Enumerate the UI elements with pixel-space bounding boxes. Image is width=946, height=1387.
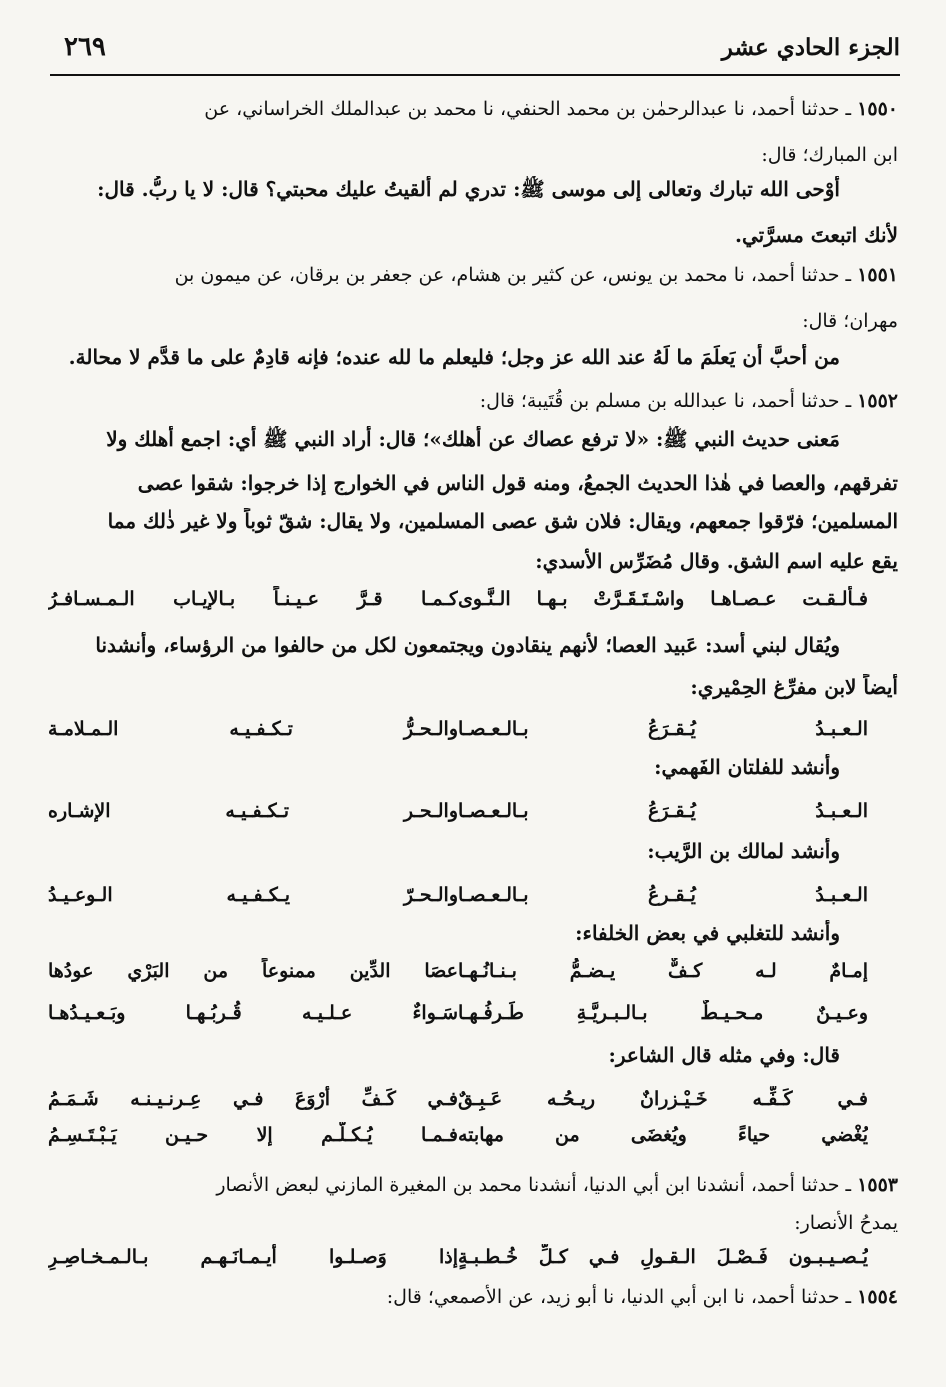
text-line xyxy=(48,1210,898,1238)
line-text: لأنك اتبعتَ مسرَّتي. xyxy=(735,223,898,247)
verse-line xyxy=(48,586,898,614)
verse-line xyxy=(48,798,898,826)
line-text: المسلمين؛ فرّقوا جمعهم، ويقال: فلان شق عصى المسلمين، ولا يقال: شقّ ثوباً ولا غير ذٰلك مما xyxy=(107,509,898,533)
running-title: الجزء الحادي عشر xyxy=(721,34,900,61)
line-text: ـ حدثنا أحمد، أنشدنا ابن أبي الدنيا، أنشدنا محمد بن المغيرة المازني لبعض الأنصار xyxy=(216,1174,858,1196)
line-text: أَوْحى الله تبارك وتعالى إلى موسى ﷺ: تدري لم ألقيتُ عليك محبتي؟ قال: لا يا ربُّ. قال: xyxy=(97,177,840,201)
verse-first-hemistich: فـي كَـفِّـه خَـيْـزرانٌ ريـحُـه عَـبِـقٌ xyxy=(458,1088,868,1110)
line-text: أيضاً لابن مفرِّغ الحِمْيري: xyxy=(690,675,898,699)
verse-second-hemistich: والـحـرُّ تـكـفـيـه الـمـلامـة xyxy=(48,718,458,740)
text-line xyxy=(48,344,840,372)
hadith-number: ١٥٥٣ xyxy=(857,1174,898,1196)
hadith-entry-line xyxy=(48,1172,898,1200)
hadith-number: ١٥٥١ xyxy=(857,264,898,286)
line-text: ـ حدثنا أحمد، نا ابن أبي الدنيا، نا أبو زيد، عن الأصمعي؛ قال: xyxy=(386,1286,858,1308)
verse-first-hemistich: يُـصـيـبـون فَـصْـلَ الـقـولِ فـي كـلِّ خُـطـبـةٍ xyxy=(458,1246,868,1268)
text-line xyxy=(48,838,840,866)
line-text: وأنشد للتغلبي في بعض الخلفاء: xyxy=(575,921,840,945)
line-text: من أحبَّ أن يَعلَمَ ما لَهُ عند الله عز وجل؛ فليعلم ما لله عنده؛ فإنه قادِمٌ على ما قدَّم لا محالة. xyxy=(68,345,840,369)
verse-line xyxy=(48,716,898,744)
line-text: ـ حدثنا أحمد، نا عبدالرحمٰن بن محمد الحنفي، نا محمد بن عبدالملك الخراساني، عن xyxy=(204,98,858,120)
text-line xyxy=(48,426,840,454)
text-line xyxy=(48,176,840,204)
verse-line xyxy=(48,1244,898,1272)
verse-second-hemistich: عصَا الدِّين ممنوعاً من البَرْي عودُها xyxy=(48,960,458,982)
hadith-number: ١٥٥٤ xyxy=(857,1286,898,1308)
line-text: تفرقهم، والعصا في هٰذا الحديث الجمعُ، ومنه قول الناس في الخوارج إذا خرجوا: شقوا عصى xyxy=(137,471,898,495)
text-line xyxy=(48,754,840,782)
text-line xyxy=(48,142,898,170)
verse-line xyxy=(48,1000,898,1028)
verse-first-hemistich: فـألـقـت عـصـاهـا واسْـتَـقَـرَّتْ بـهـا الـنَّـوى xyxy=(458,588,868,610)
text-line xyxy=(48,920,840,948)
verse-first-hemistich: الـعـبـدُ يُـقـرَعُ بـالـعـصـا xyxy=(458,718,868,740)
text-line xyxy=(48,632,840,660)
verse-second-hemistich: فـمـا يُـكـلَّـم إلا حـيـن يَـبْـتَـسِـمُ xyxy=(48,1124,458,1146)
text-line xyxy=(48,1042,840,1070)
line-text: مهران؛ قال: xyxy=(802,310,898,332)
verse-first-hemistich: الـعـبـدُ يُـقـرَعُ بـالـعـصـا xyxy=(458,800,868,822)
line-text: ابن المبارك؛ قال: xyxy=(761,144,898,166)
verse-line xyxy=(48,1122,898,1150)
hadith-entry-line xyxy=(48,388,898,416)
line-text: ويُقال لبني أسد: عَبيد العصا؛ لأنهم ينقادون ويجتمعون لكل من حالفوا من الرؤساء، وأنشدنا xyxy=(95,633,840,657)
verse-first-hemistich: إمـامٌ لـه كـفٌّ يـضـمُّ بـنـانُـهـا xyxy=(458,960,868,982)
text-line xyxy=(48,674,898,702)
verse-line xyxy=(48,882,898,910)
hadith-entry-line xyxy=(48,1284,898,1312)
header-rule xyxy=(50,74,900,76)
verse-second-hemistich: إذا وَصـلـوا أيـمـانَـهـم بـالـمـخـاصِـرِ xyxy=(48,1246,458,1268)
hadith-number: ١٥٥٠ xyxy=(857,98,898,120)
line-text: وأنشد للفلتان الفَهمي: xyxy=(654,755,840,779)
verse-line xyxy=(48,958,898,986)
text-line xyxy=(48,508,898,536)
line-text: قال: وفي مثله قال الشاعر: xyxy=(608,1043,840,1067)
text-line xyxy=(48,308,898,336)
text-line xyxy=(48,470,898,498)
verse-second-hemistich: فـي كَـفِّ أَرْوَعَ فـي عِـرنـيـنـه شَـمَـمُ xyxy=(48,1088,458,1110)
verse-first-hemistich: الـعـبـدُ يُـقـرعُ بـالـعـصـا xyxy=(458,884,868,906)
line-text: يقع عليه اسم الشق. وقال مُضَرِّس الأسدي: xyxy=(535,549,898,573)
line-text: مَعنى حديث النبي ﷺ: «لا ترفع عصاك عن أهلك»؛ قال: أراد النبي ﷺ أي: اجمع أهلك ولا xyxy=(106,427,840,451)
hadith-entry-line xyxy=(48,96,898,124)
verse-second-hemistich: والـحـرّ يـكـفـيـه الـوعـيـدُ xyxy=(48,884,458,906)
hadith-entry-line xyxy=(48,262,898,290)
line-text: وأنشد لمالك بن الرَّيب: xyxy=(647,839,840,863)
line-text: ـ حدثنا أحمد، نا عبدالله بن مسلم بن قُتَيبة؛ قال: xyxy=(479,390,858,412)
verse-second-hemistich: كـمـا قـرَّ عـيـنـاً بـالإيـاب الـمـسـافـرُ xyxy=(48,588,458,610)
hadith-number: ١٥٥٢ xyxy=(857,390,898,412)
verse-line xyxy=(48,1086,898,1114)
text-line xyxy=(48,548,898,576)
verse-first-hemistich: يُغْضي حياءً ويُغضَى من مهابته xyxy=(458,1124,868,1146)
verse-second-hemistich: سَـواءٌ عـلـيـه قُـربُـهـا وبَـعـيـدُهـا xyxy=(48,1002,458,1024)
verse-first-hemistich: وعـيـنٌ مـحـيـطٌ بـالـبـريَّـةِ طَـرفُـهـا xyxy=(458,1002,868,1024)
verse-second-hemistich: والـحـر تـكـفـيـه الإشـاره xyxy=(48,800,458,822)
page-header xyxy=(50,28,900,68)
line-text: ـ حدثنا أحمد، نا محمد بن يونس، عن كثير بن هشام، عن جعفر بن برقان، عن ميمون بن xyxy=(174,264,858,286)
line-text: يمدحُ الأنصار: xyxy=(794,1212,898,1234)
text-line xyxy=(48,222,898,250)
page-number: ٢٦٩ xyxy=(64,32,106,62)
